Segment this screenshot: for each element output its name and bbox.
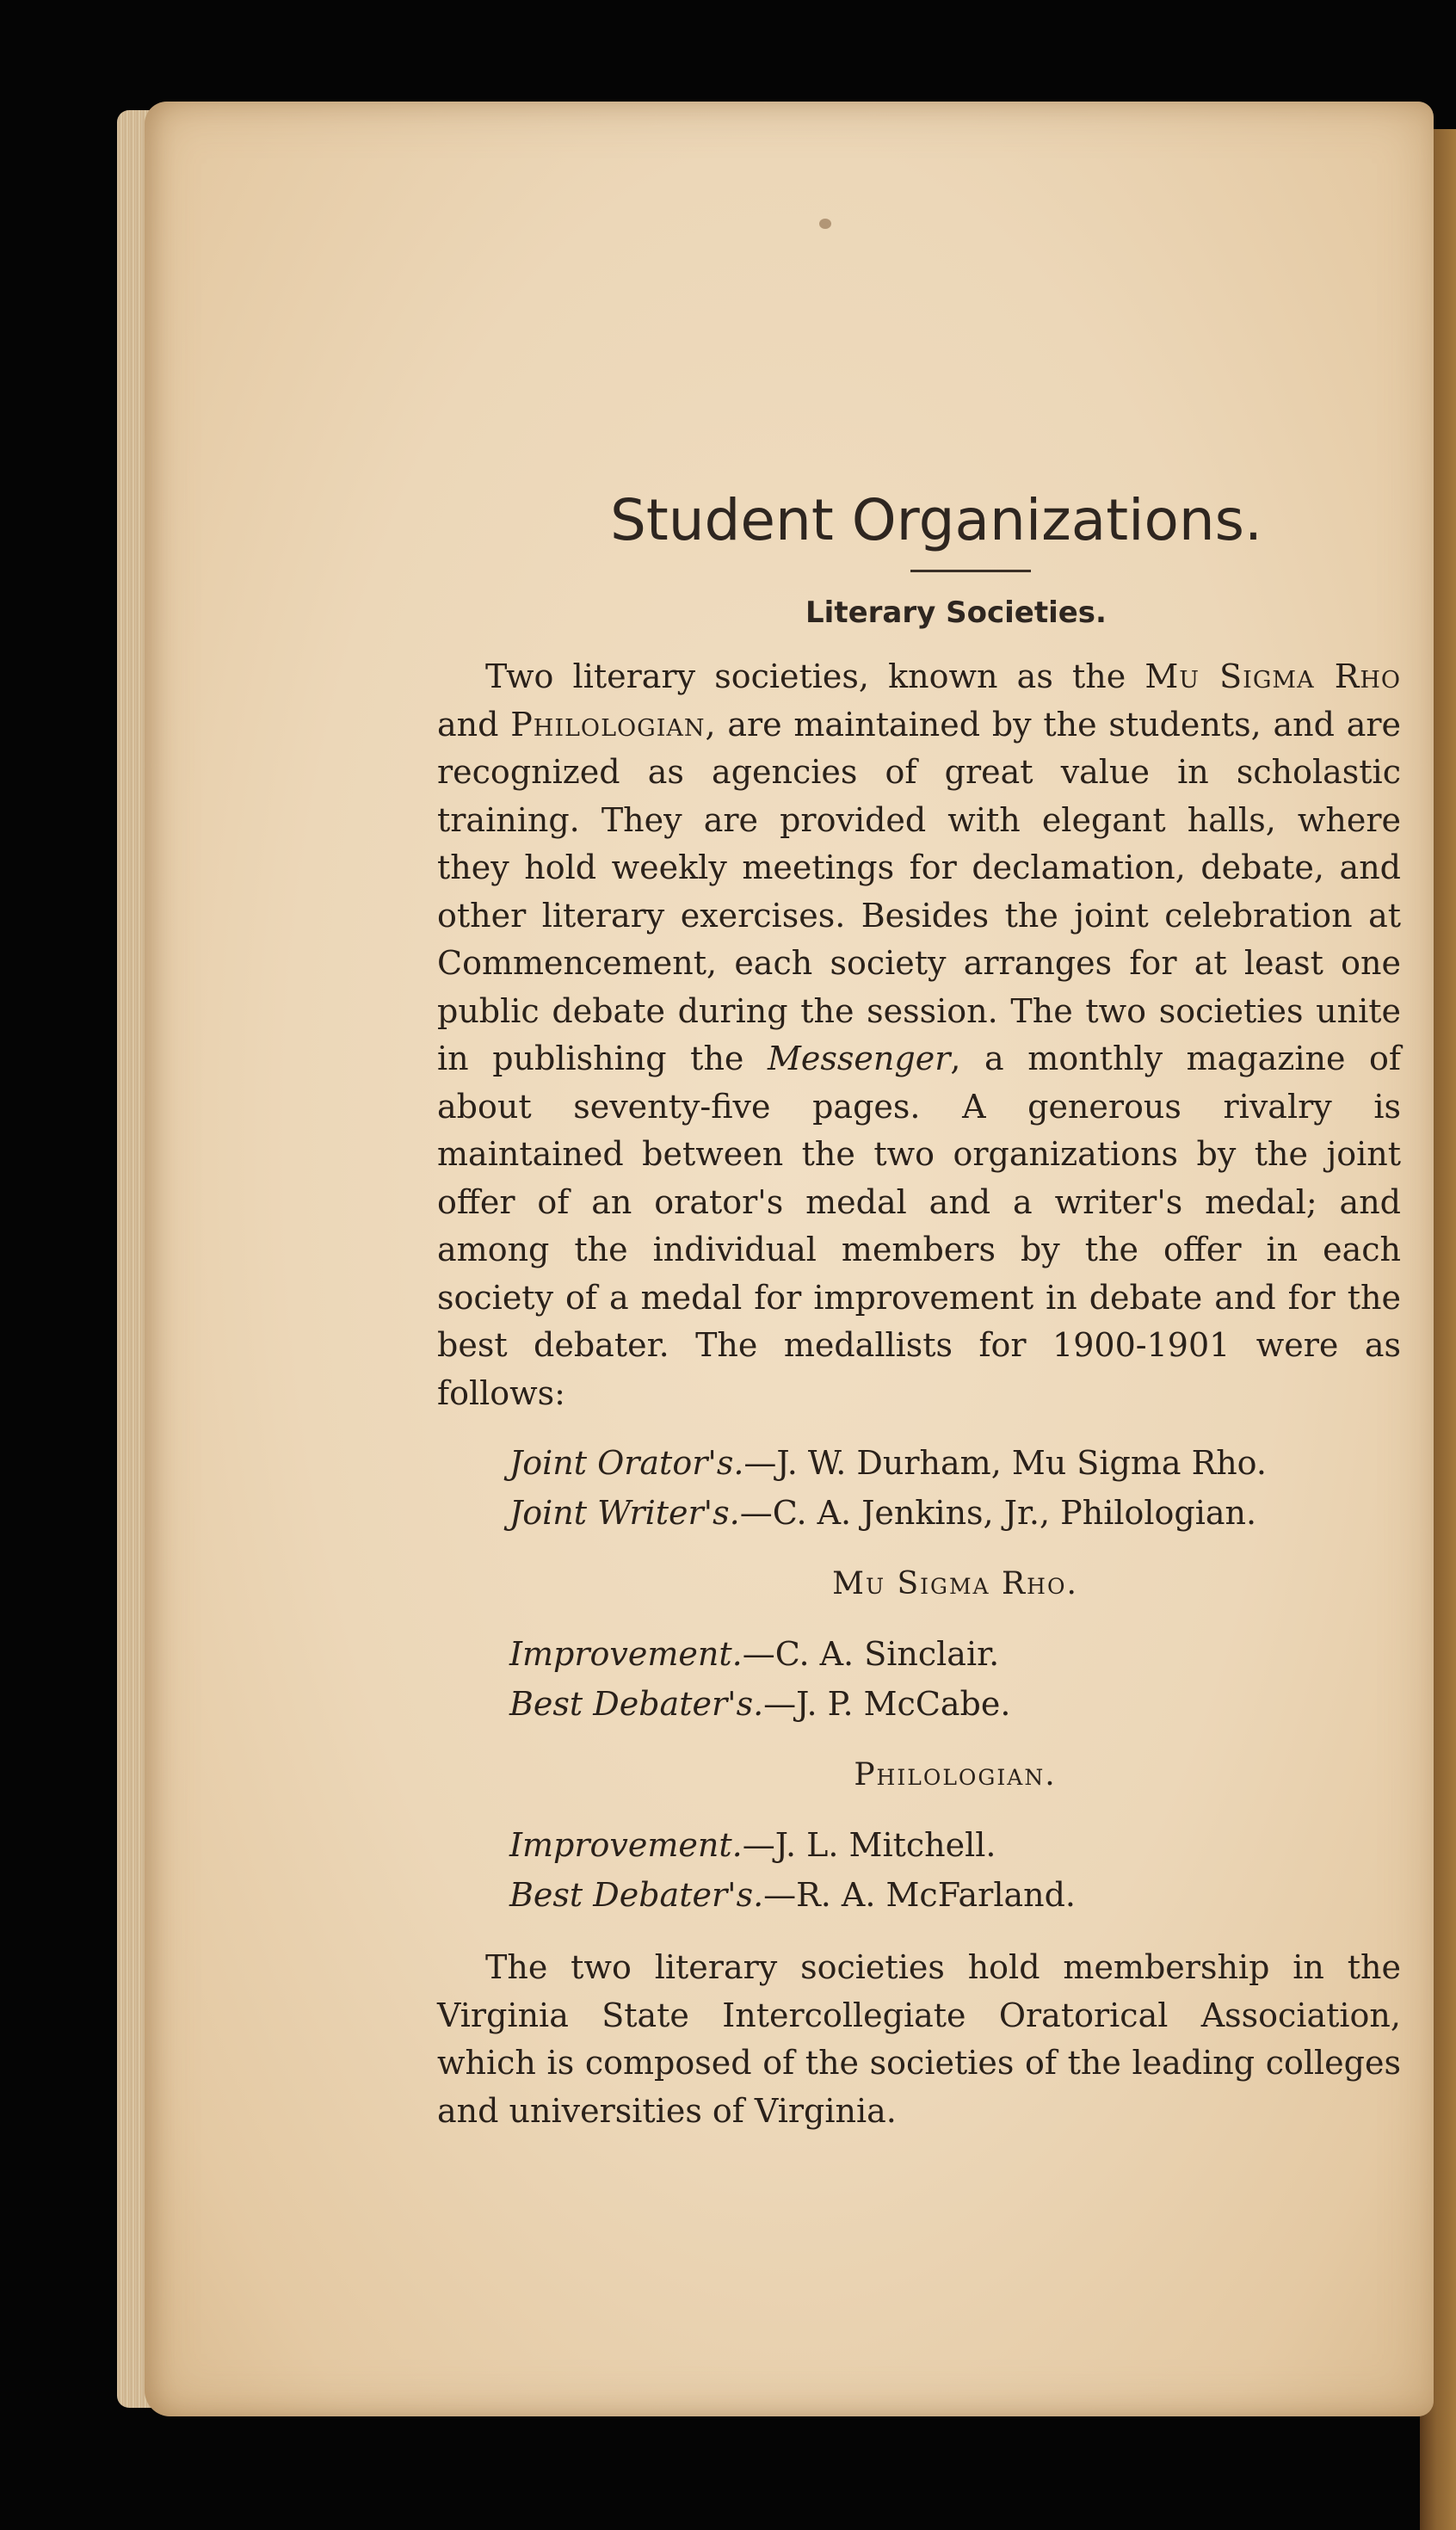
- medal-entry: Best Debater's.—R. A. McFarland.: [509, 1876, 1077, 1914]
- title-divider: [910, 570, 1031, 572]
- medal-entry: Best Debater's.—J. P. McCabe.: [509, 1685, 1011, 1723]
- closing-paragraph: The two literary societies hold membership in the Virginia State Intercollegiate Oratorical Association, which is composed of the societies of the leading colleges and universities of Virginia.: [437, 1948, 1401, 2130]
- philologian-heading: Philologian.: [854, 1757, 1057, 1793]
- society-name-mu-sigma-rho: Mu Sigma Rho: [1144, 657, 1401, 695]
- intro-paragraph: Two literary societies, known as the Mu Sigma Rho and Philologian, are maintained by the students, and are recognized as agencies of great value in scholastic training. They are provided with elegant halls, where they hold weekly meetings for declamation, debate, and other literary exercises. Besides the joint celebration at Commencement, each society arranges for at least one public debate during the session. The two societies unite in publishing the Messenger, a monthly magazine of about seventy-five pages. A generous rivalry is maintained between the two organizations by the joint offer of an orator's medal and a writer's medal; and among the individual members by the offer in each society of a medal for improvement in debate and for the best debater. The medallists for 1900-1901 were as follows:: [437, 657, 1401, 1412]
- page-title: Student Organizations.: [609, 487, 1263, 553]
- magazine-title: Messenger: [768, 1040, 951, 1077]
- medal-entry: Joint Orator's.—J. W. Durham, Mu Sigma Rho.: [509, 1444, 1267, 1482]
- society-name-philologian: Philologian: [510, 705, 706, 744]
- section-title: Literary Societies.: [805, 595, 1107, 630]
- mu-sigma-rho-heading: Mu Sigma Rho.: [832, 1566, 1078, 1601]
- philologian-medal-list: [509, 1820, 1401, 1920]
- page-content: [437, 482, 1401, 2135]
- joint-medal-list: [509, 1438, 1401, 1538]
- medal-entry: Joint Writer's.—C. A. Jenkins, Jr., Philologian.: [509, 1494, 1257, 1532]
- medal-entry: Improvement.—C. A. Sinclair.: [509, 1635, 1000, 1673]
- mu-sigma-rho-medal-list: [509, 1629, 1401, 1729]
- paper-blemish: [819, 219, 831, 229]
- medal-entry: Improvement.—J. L. Mitchell.: [509, 1826, 996, 1864]
